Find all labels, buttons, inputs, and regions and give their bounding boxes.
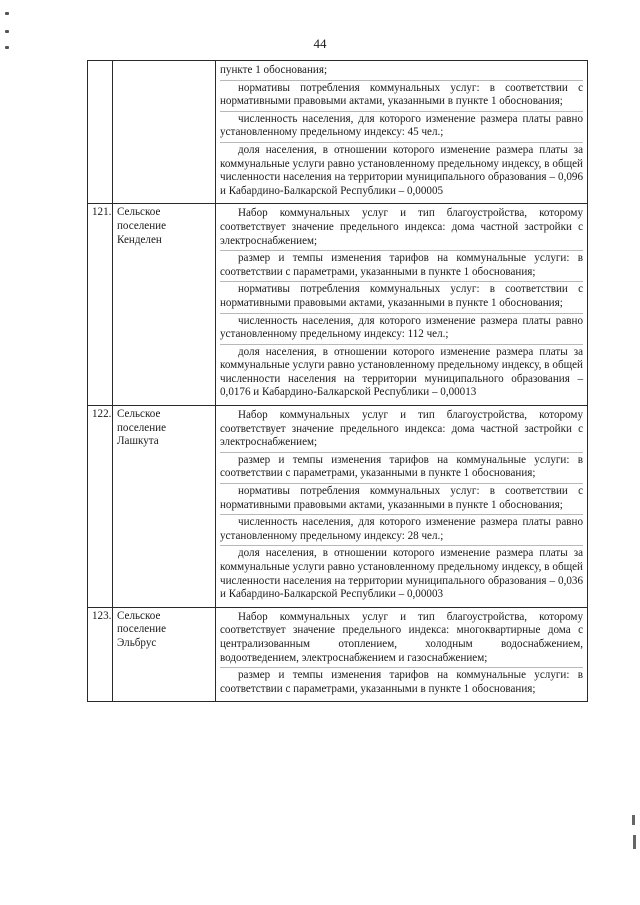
settlement-name-line: поселение — [117, 219, 167, 232]
description-paragraph: доля населения, в отношении которого изменение размера платы за коммунальные услуги равно установленному предельному индексу, в общей численности населения на территории муниципального образования – 0,0176 и Кабардино-Балкарской Республики – 0,00013 — [220, 345, 583, 399]
scan-artifact — [5, 12, 9, 15]
settlement-name-line: Лашкута — [117, 435, 159, 448]
settlement-name-cell — [113, 406, 216, 608]
settlement-name-line: Эльбрус — [117, 636, 157, 649]
scan-artifact — [5, 30, 9, 33]
settlement-name-line: Сельское — [117, 609, 161, 622]
settlement-name-cell — [113, 204, 216, 406]
settlement-name-line: поселение — [117, 421, 167, 434]
description-paragraph: Набор коммунальных услуг и тип благоустройства, которому соответствует значение предельного индекса: дома частной застройки с электроснабжением; — [220, 408, 583, 453]
description-paragraph: численность населения, для которого изменение размера платы равно установленному предельному индексу: 28 чел.; — [220, 515, 583, 546]
settlement-name-line: поселение — [117, 623, 167, 636]
description-cell — [216, 406, 588, 608]
settlement-name-line: Сельское — [117, 408, 161, 421]
row-number: 123. — [88, 607, 113, 702]
table-row-continuation — [88, 61, 588, 204]
description-paragraph: Набор коммунальных услуг и тип благоустройства, которому соответствует значение предельного индекса: многоквартирные дома с централизованным отоплением, холодным водоснабжением, водоотведением, электроснабжением и газоснабжением; — [220, 610, 583, 668]
description-paragraph: нормативы потребления коммунальных услуг: в соответствии с нормативными правовыми актами, указанными в пункте 1 обоснования; — [220, 484, 583, 515]
settlements-table — [87, 60, 588, 702]
table-row-122 — [88, 406, 588, 608]
scan-artifact — [633, 835, 636, 849]
description-cell — [216, 61, 588, 204]
description-paragraph: численность населения, для которого изменение размера платы равно установленному предельному индексу: 45 чел.; — [220, 112, 583, 143]
description-cell — [216, 204, 588, 406]
description-paragraph: нормативы потребления коммунальных услуг: в соответствии с нормативными правовыми актами, указанными в пункте 1 обоснования; — [220, 81, 583, 112]
table-row-123 — [88, 607, 588, 702]
description-paragraph: доля населения, в отношении которого изменение размера платы за коммунальные услуги равно установленному предельному индексу, в общей численности населения на территории муниципального образования – 0,096 и Кабардино-Балкарской Республики – 0,00005 — [220, 143, 583, 197]
row-number: 122. — [88, 406, 113, 608]
description-paragraph: доля населения, в отношении которого изменение размера платы за коммунальные услуги равно установленному предельному индексу, в общей численности населения на территории муниципального образования – 0,036 и Кабардино-Балкарской Республики – 0,00003 — [220, 547, 583, 601]
row-number-cell — [88, 61, 113, 204]
settlement-name-cell — [113, 61, 216, 204]
description-cell — [216, 607, 588, 702]
table-row-121 — [88, 204, 588, 406]
description-paragraph: численность населения, для которого изменение размера платы равно установленному предельному индексу: 112 чел.; — [220, 314, 583, 345]
settlement-name-cell — [113, 607, 216, 702]
settlement-name-line: Кенделен — [117, 233, 162, 246]
page-number: 44 — [313, 36, 327, 51]
description-paragraph: пункте 1 обоснования; — [220, 63, 583, 81]
scan-artifact — [632, 815, 635, 825]
description-paragraph: размер и темпы изменения тарифов на коммунальные услуги: в соответствии с параметрами, указанными в пункте 1 обоснования; — [220, 251, 583, 282]
description-paragraph: Набор коммунальных услуг и тип благоустройства, которому соответствует значение предельного индекса: дома частной застройки с электроснабжением; — [220, 206, 583, 251]
row-number: 121. — [88, 204, 113, 406]
description-paragraph: размер и темпы изменения тарифов на коммунальные услуги: в соответствии с параметрами, указанными в пункте 1 обоснования; — [220, 453, 583, 484]
settlement-name-line: Сельское — [117, 206, 161, 219]
description-paragraph: нормативы потребления коммунальных услуг: в соответствии с нормативными правовыми актами, указанными в пункте 1 обоснования; — [220, 282, 583, 313]
description-paragraph: размер и темпы изменения тарифов на коммунальные услуги: в соответствии с параметрами, указанными в пункте 1 обоснования; — [220, 669, 583, 695]
